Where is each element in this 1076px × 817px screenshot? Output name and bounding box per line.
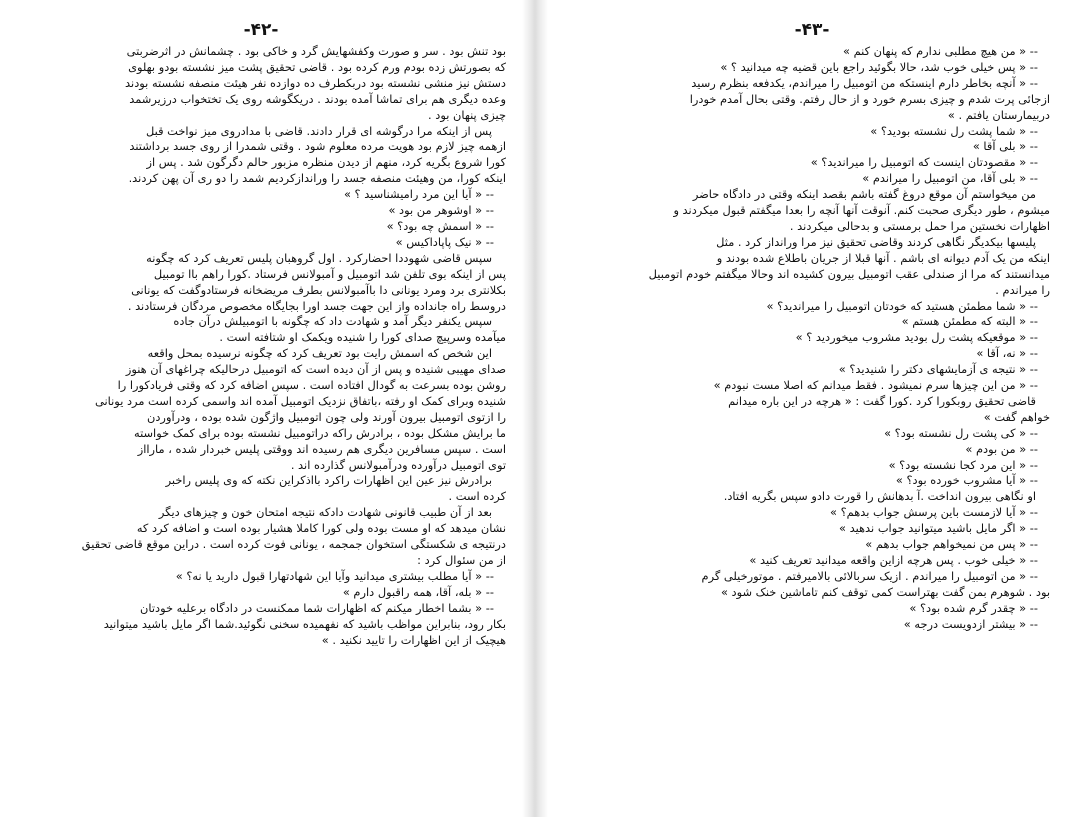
text-line: اینکه کورا، من وهیئت منصفه جسد را وراندازکردیم شمد را دو ری آن پهن کردند. (128, 171, 506, 186)
text-line: اینکه من یک آدم دیوانه ای باشم . آنها قبلا از جریان باطلاع شده بودند و (716, 250, 1050, 265)
dialogue-line: -- « نیک پاپاداکیس » (395, 234, 494, 249)
text-line: میشوم ، طور دیگری صحبت کنم. آنوقت آنها آنچه را بعدا میگفتم قبول میکردند و (673, 203, 1050, 218)
text-line: کرده است . (448, 489, 506, 504)
right-page-text (578, 44, 1050, 633)
dialogue-line: -- « اسمش چه بود؟ » (386, 218, 494, 233)
text-line: روشن بوده بسرعت به گودال افتاده است . سپس اضافه کرد که وقتی فریادکورا را (117, 378, 506, 393)
dialogue-line: -- « آیا مطلب بیشتری میدانید وآیا این شهادتهارا قبول دارید یا نه؟ » (175, 568, 494, 583)
text-line: میدانستند که مرا از صندلی عقب اتومبیل بیرون کشیده اند وحالا میگفتم خودم اتومبیل (648, 266, 1050, 281)
right-book-page (548, 0, 1076, 817)
dialogue-line: -- « من بودم » (965, 441, 1038, 456)
dialogue-line: -- « البته که مطمئن هستم » (901, 314, 1038, 329)
text-line: نشان میدهد که او مست بوده ولی کورا کاملا هشیار بوده است و اضافه کرد که (136, 521, 506, 536)
text-line: پلیسها بیکدیگر نگاهی کردند وقاضی تحقیق نیز مرا ورانداز کرد . مثل (716, 234, 1036, 249)
text-line: توی اتومبیل درآورده ودرآمبولانس گذارده اند . (290, 457, 506, 472)
text-line: بود تنش بود . سر و صورت وکفشهایش گرد و خاکی بود . چشمانش در اثرضربتی (126, 44, 506, 58)
dialogue-line: -- « خیلی خوب . پس هرچه ازاین واقعه میدانید تعریف کنید » (749, 553, 1038, 567)
text-line: از من سئوال کرد : (417, 553, 506, 567)
dialogue-line: -- « مقصودتان اینست که اتومبیل را میراندید؟ » (810, 155, 1038, 170)
dialogue-line: -- « اگر مایل باشید میتوانید جواب ندهید » (839, 521, 1038, 536)
text-line: را ازتوی اتومبیل بیرون آورند ولی چون اتومبیل واژگون شده بوده ، ودرآوردن (147, 409, 506, 424)
text-line: را میراندم . (995, 282, 1050, 297)
dialogue-line: -- « چقدر گرم شده بود؟ » (909, 600, 1038, 615)
text-line: من میخواستم آن موقع دروغ گفته باشم بقصد اینکه وقتی در دادگاه حاضر (692, 187, 1036, 202)
text-line: شنیده وبرای کمک او رفته ،باتفاق نزدیک اتومبیل آمده اند واسمی کرده است مرد یونانی (95, 393, 506, 408)
left-page-text (46, 44, 506, 648)
text-line: بکار رود، بنابراین مواظب باشید که نفهمیده سخنی نگوئید.شما اگر مایل باشید میتوانید (103, 616, 506, 631)
text-line: میآمده وسرپیچ صدای کورا را شنیده ویکمک او شتافته است . (219, 330, 506, 345)
text-line: دروسط راه جانداده واز این جهت جسد اورا بجایگاه مخصوص مردگان فرستادند . (127, 298, 506, 313)
dialogue-line: -- « شما پشت رل نشسته بودید؟ » (870, 123, 1038, 138)
text-line: پس از اینکه مرا درگوشه ای قرار دادند. قاضی با مدادروی میز نواخت قبل (146, 123, 492, 138)
dialogue-line: -- « آنچه بخاطر دارم اینستکه من اتومبیل را میراندم، یکدفعه بنظرم رسید (691, 75, 1038, 90)
text-line: او نگاهی بیرون انداخت .آ بدهانش را قورت دادو سپس بگریه افتاد. (723, 489, 1036, 504)
text-line: هیچیک از این اظهارات را تایید نکنید . » (321, 632, 506, 647)
text-line: ما برایش مشکل بوده ، برادرش راکه دراتومبیل نشسته بوده برای کمک خواسته (133, 425, 506, 440)
text-line: این شخص که اسمش رایت بود تعریف کرد که چگونه نرسیده بمحل واقعه (147, 346, 492, 361)
text-line: برادرش نیز عین این اظهارات راکرد بااذکراین نکته که وی پلیس راخبر (165, 473, 492, 488)
text-line: بود . شوهرم بمن گفت بهتراست کمی توقف کنم تاماشین خنک شود » (720, 584, 1050, 599)
dialogue-line: -- « بلی آقا، من اتومبیل را میراندم » (862, 171, 1038, 186)
text-line: صدای مهیبی شنیده و پس از آن دیده است که اتومبیل درحالیکه چراغهای آن هنوز (125, 362, 506, 377)
dialogue-line: -- « موقعیکه پشت رل بودید مشروب میخوردید ؟ » (795, 330, 1038, 345)
text-line: وعده دیگری هم برای تماشا آمده بودند . دریکگوشه روی یک تختخواب درزیرشمد (129, 91, 506, 106)
text-line: قاضی تحقیق روبکورا کرد .کورا گفت : « هرچه در این باره میدانم (728, 393, 1036, 408)
dialogue-line: -- « کی پشت رل نشسته بود؟ » (884, 425, 1038, 440)
text-line: بعد از آن طبیب قانونی شهادت دادکه نتیجه امتحان خون و چیزهای دیگر (158, 505, 492, 520)
text-line: دستش نیز منشی نشسته بود دربکطرف ده دوازده نفر هیئت منصفه نشسته بودند (125, 75, 506, 90)
text-line: سپس قاضی شهوددا احضارکرد . اول گروهبان پلیس تعریف کرد که چگونه (146, 250, 492, 265)
text-line: کورا شروع بگریه کرد، منهم از دیدن منظره مزبور حالم دگرگون شد . پس از (146, 155, 506, 170)
text-line: است . سپس مسافرین دیگری هم رسیده اند ووقتی پلیس خبردار شده ، مارااز (137, 441, 506, 456)
text-line: سپس یکنفر دیگر آمد و شهادت داد که چگونه با اتومبیلش درآن جاده (173, 314, 492, 329)
dialogue-line: -- « نتیجه ی آزمایشهای دکتر را شنیدید؟ » (838, 362, 1038, 377)
text-line: اظهارات نخستین مرا حمل برمستی و بدحالی میکردند . (789, 218, 1050, 233)
page-number-right: -۴۳- (794, 20, 830, 40)
dialogue-line: -- « آیا مشروب خورده بود؟ » (895, 473, 1038, 488)
left-book-page (0, 0, 522, 817)
dialogue-line: -- « من این چیزها سرم نمیشود . فقط میدانم که اصلا مست نبودم » (713, 378, 1038, 393)
dialogue-line: -- « بیشتر ازدویست درجه » (903, 616, 1038, 631)
text-line: دربیمارستان یافتم . » (947, 107, 1050, 122)
dialogue-line: -- « من هیچ مطلبی ندارم که پنهان کنم » (843, 44, 1038, 58)
dialogue-line: -- « من اتومبیل را میراندم . ازیک سربالائی بالامیرفتم . موتورخیلی گرم (701, 568, 1038, 583)
text-line: پس از اینکه بوی تلفن شد اتومبیل و آمبولانس فرستاد .کورا راهم باا تومبیل (153, 266, 506, 281)
text-line: چیزی پنهان بود . (428, 107, 506, 122)
dialogue-line: -- « نه، آقا » (976, 346, 1038, 361)
text-line: ازهمه چیز لازم بود هویت مرده معلوم شود . وقتی شمدرا از روی جسد برداشتند (129, 139, 506, 154)
text-line: بکلانتری برد ومرد یونانی دا باآمبولانس بطرف مریضخانه فرستادوگفت که یونانی (131, 282, 506, 297)
dialogue-line: -- « بله، آقا، همه راقبول دارم » (342, 584, 494, 599)
dialogue-line: -- « آیا این مرد رامیشناسید ؟ » (343, 187, 494, 202)
dialogue-line: -- « آیا لازمست باین پرسش جواب بدهم؟ » (830, 505, 1038, 520)
dialogue-line: -- « این مرد کجا نشسته بود؟ » (888, 457, 1038, 472)
page-number-left: -۴۲- (243, 20, 279, 40)
dialogue-line: -- « پس خیلی خوب شد، حالا بگوئید راجع باین قضیه چه میدانید ؟ » (720, 59, 1038, 74)
text-line: که بصورتش زده بودم ورم کرده بود . قاضی تحقیق پشت میز نشسته بودو بهلوی (128, 59, 506, 74)
dialogue-line: -- « بشما اخطار میکنم که اظهارات شما ممکنست در دادگاه برعلیه خودتان (140, 600, 494, 615)
dialogue-line: -- « شما مطمئن هستید که خودتان اتومبیل را میراندید؟ » (766, 298, 1038, 313)
dialogue-line: -- « اوشوهر من بود » (388, 203, 494, 218)
dialogue-line: -- « بلی آقا » (972, 139, 1038, 154)
dialogue-line: -- « پس من نمیخواهم جواب بدهم » (865, 537, 1038, 552)
text-line: خواهم گفت » (983, 409, 1050, 424)
book-spine-gutter (522, 0, 548, 817)
text-line: ازجائی پرت شدم و چیزی بسرم خورد و از حال رفتم. وقتی بحال آمدم خودرا (689, 91, 1050, 106)
text-line: درنتیجه ی شکستگی استخوان جمجمه ، یونانی فوت کرده است . دراین موقع قاضی تحقیق (81, 537, 506, 552)
